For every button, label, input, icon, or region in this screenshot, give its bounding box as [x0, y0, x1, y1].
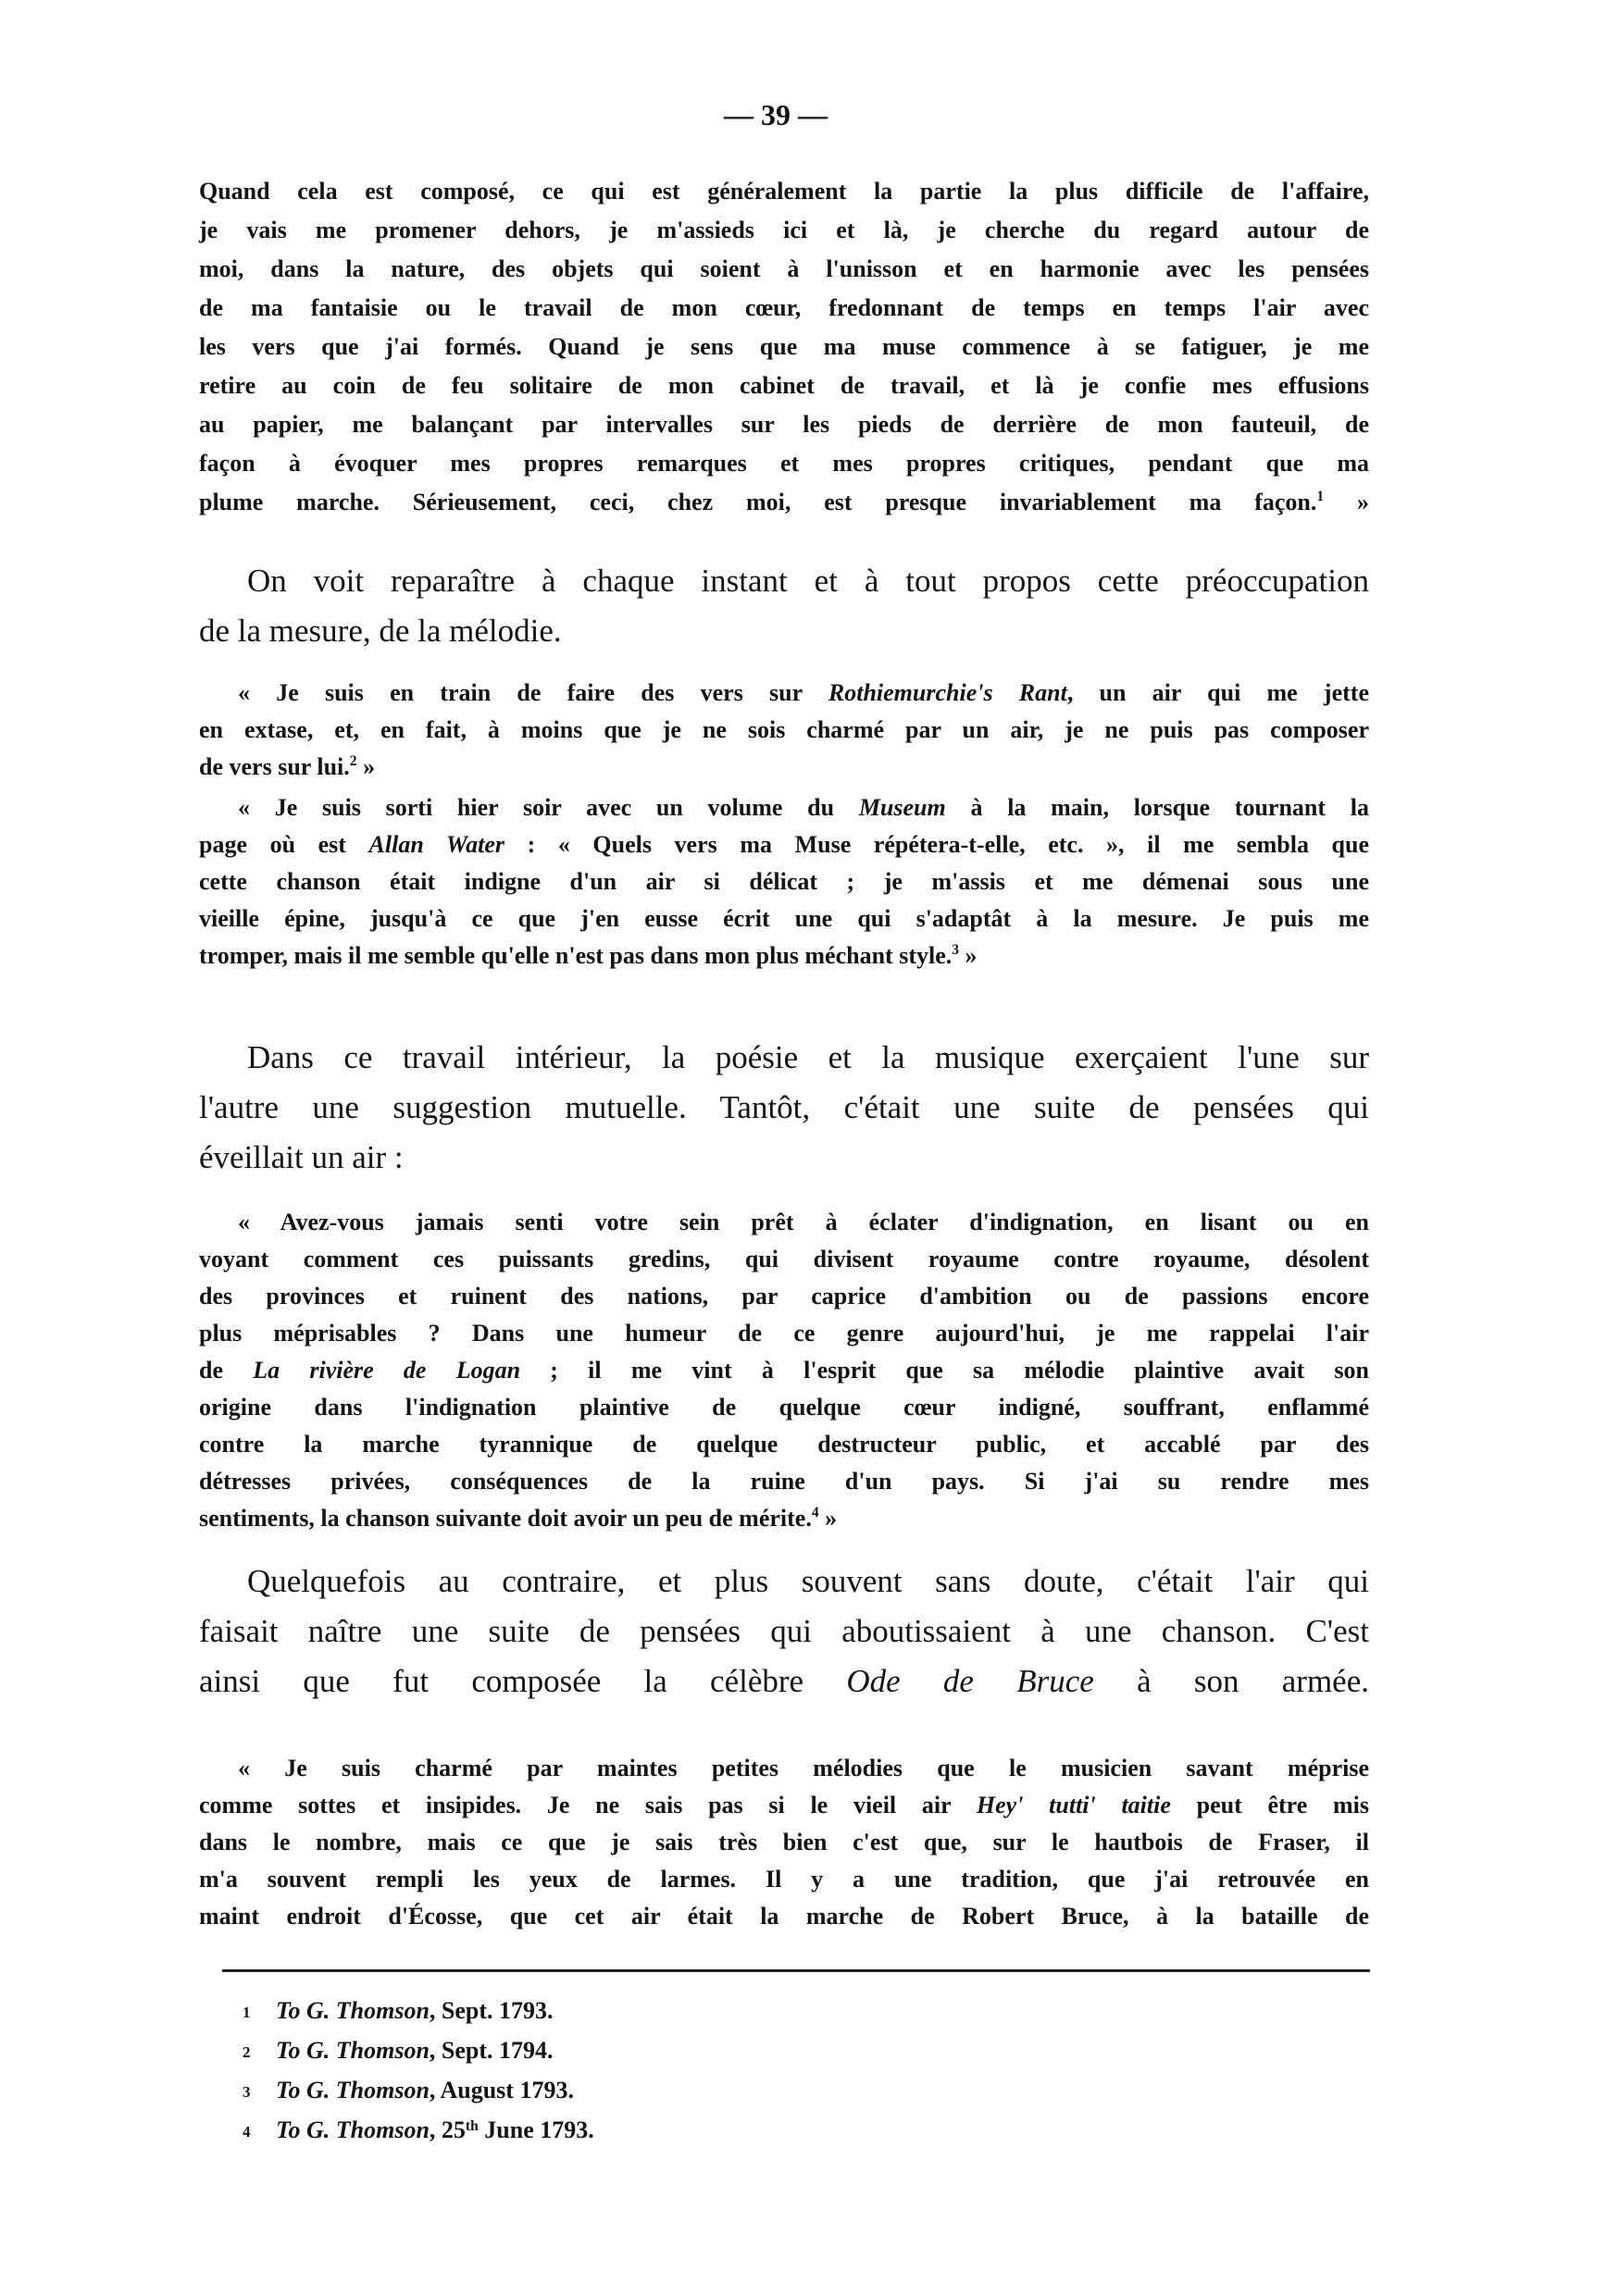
- text-run: « Je suis en train de faire des vers sur: [238, 679, 828, 706]
- text-run: »: [356, 753, 376, 780]
- text-run: à la main, lorsque tournant la: [945, 794, 1369, 821]
- text-run: « Je suis charmé par maintes petites mélodies que le musicien savant méprise: [238, 1755, 1369, 1781]
- text-line: [199, 606, 1369, 656]
- text-run: ainsi que fut composée la célèbre: [199, 1663, 847, 1699]
- text-run: éveillait un air :: [199, 1139, 404, 1175]
- footnote-number: 4: [243, 2123, 251, 2141]
- text-run: peut être mis: [1170, 1792, 1370, 1818]
- page-number: — 39 —: [724, 98, 828, 131]
- text-line: [199, 1352, 1369, 1389]
- text-run: »: [818, 1505, 838, 1532]
- text-run: , un air qui me jette: [1066, 679, 1369, 706]
- text-run: des provinces et ruinent des nations, par caprice d'ambition ou de passions encore: [199, 1283, 1369, 1309]
- body-paragraph: [199, 1033, 1369, 1183]
- text-run: , Sept. 1794.: [429, 2037, 554, 2064]
- text-run: de la mesure, de la mélodie.: [199, 613, 562, 649]
- text-line: [199, 1389, 1369, 1426]
- text-line: [199, 1750, 1369, 1787]
- text-line: [199, 1278, 1369, 1315]
- text-line: [199, 1607, 1369, 1657]
- text-line: [199, 1500, 1369, 1537]
- italic-title: To G. Thomson: [276, 2077, 430, 2104]
- quoted-letter: [199, 1750, 1369, 1935]
- italic-title: Rothiemurchie's Rant: [828, 679, 1067, 706]
- footnote: [243, 1991, 594, 2030]
- text-run: de vers sur lui.: [199, 753, 350, 780]
- text-line: [199, 444, 1369, 483]
- text-line: [199, 937, 1369, 974]
- footnote: [243, 2070, 594, 2110]
- text-run: l'autre une suggestion mutuelle. Tantôt, c'était une suite de pensées qui: [199, 1089, 1369, 1125]
- text-run: faisait naître une suite de pensées qui aboutissaient à une chanson. C'est: [199, 1613, 1369, 1649]
- text-line: [199, 250, 1369, 289]
- text-line: [199, 172, 1369, 211]
- text-run: je vais me promener dehors, je m'assieds ici et là, je cherche du regard autour de: [199, 217, 1369, 243]
- footnote-number: 3: [243, 2083, 251, 2101]
- text-run: , Sept. 1793.: [429, 1997, 554, 2024]
- footnotes: [243, 1991, 594, 2150]
- text-run: ; il me vint à l'esprit que sa mélodie plaintive avait son: [520, 1357, 1370, 1384]
- text-run: plume marche. Sérieusement, ceci, chez moi, est presque invariablement ma façon.: [199, 489, 1317, 515]
- text-run: On voit reparaître à chaque instant et à tout propos cette préoccupation: [247, 563, 1369, 599]
- text-run: vieille épine, jusqu'à ce que j'en eusse écrit une qui s'adaptât à la mesure. Je puis me: [199, 905, 1369, 932]
- text-run: moi, dans la nature, des objets qui soient à l'unisson et en harmonie avec les pensées: [199, 255, 1369, 282]
- italic-title: Allan Water: [368, 831, 504, 858]
- italic-title: Museum: [858, 794, 946, 821]
- text-run: page où est: [199, 831, 369, 858]
- text-line: [199, 1204, 1369, 1241]
- italic-title: To G. Thomson: [276, 2037, 430, 2064]
- text-line: [199, 826, 1369, 863]
- italic-title: La rivière de Logan: [253, 1357, 521, 1384]
- quoted-continuation: [199, 172, 1369, 522]
- text-line: [199, 789, 1369, 826]
- text-line: [199, 211, 1369, 250]
- text-run: maint endroit d'Écosse, que cet air était la marche de Robert Bruce, à la bataille de: [199, 1903, 1369, 1930]
- text-run: « Je suis sorti hier soir avec un volume du: [238, 794, 859, 821]
- quoted-letter: [199, 789, 1369, 974]
- body-paragraph: [199, 1557, 1369, 1706]
- quoted-letter: [199, 675, 1369, 786]
- text-run: tromper, mais il me semble qu'elle n'est pas dans mon plus méchant style.: [199, 942, 953, 969]
- text-run: »: [1324, 489, 1369, 515]
- text-run: origine dans l'indignation plaintive de quelque cœur indigné, souffrant, enflammé: [199, 1394, 1369, 1421]
- text-line: [199, 712, 1369, 749]
- text-run: détresses privées, conséquences de la ruine d'un pays. Si j'ai su rendre mes: [199, 1468, 1369, 1495]
- text-line: [199, 556, 1369, 606]
- text-line: [199, 1657, 1369, 1706]
- text-run: Quand cela est composé, ce qui est généralement la partie la plus difficile de l'affaire,: [199, 178, 1369, 205]
- text-line: [199, 328, 1369, 366]
- text-line: [199, 1898, 1369, 1935]
- text-line: [199, 1787, 1369, 1824]
- text-run: de: [199, 1357, 254, 1384]
- text-run: Dans ce travail intérieur, la poésie et la musique exerçaient l'une sur: [247, 1039, 1369, 1075]
- text-line: [199, 1463, 1369, 1500]
- text-line: [199, 289, 1369, 328]
- text-line: [199, 1033, 1369, 1083]
- footnote-divider: [222, 1969, 1370, 1972]
- text-run: June 1793.: [478, 2116, 594, 2143]
- text-run: contre la marche tyrannique de quelque destructeur public, et accablé par des: [199, 1431, 1369, 1458]
- text-line: [199, 900, 1369, 937]
- footnote-number: 2: [243, 2043, 251, 2061]
- footnote: [243, 2030, 594, 2070]
- text-run: à son armée.: [1093, 1663, 1370, 1699]
- text-line: [199, 675, 1369, 712]
- text-run: de ma fantaisie ou le travail de mon cœur, fredonnant de temps en temps l'air avec: [199, 294, 1369, 321]
- footnote-ref: th: [465, 2118, 479, 2134]
- text-line: [199, 863, 1369, 900]
- text-run: comme sottes et insipides. Je ne sais pas si le vieil air: [199, 1792, 977, 1818]
- text-run: plus méprisables ? Dans une humeur de ce genre aujourd'hui, je me rappelai l'air: [199, 1320, 1369, 1347]
- italic-title: To G. Thomson: [276, 1997, 430, 2024]
- text-line: [199, 749, 1369, 786]
- text-line: [199, 483, 1369, 522]
- text-line: [199, 1241, 1369, 1278]
- text-run: voyant comment ces puissants gredins, qui divisent royaume contre royaume, désolent: [199, 1246, 1369, 1272]
- text-run: : « Quels vers ma Muse répétera-t-elle, etc. », il me sembla que: [504, 831, 1369, 858]
- text-run: , 25: [429, 2116, 466, 2143]
- text-run: sentiments, la chanson suivante doit avoir un peu de mérite.: [199, 1505, 812, 1532]
- text-run: dans le nombre, mais ce que je sais très bien c'est que, sur le hautbois de Fraser, il: [199, 1829, 1369, 1855]
- text-line: [199, 366, 1369, 405]
- text-line: [199, 1557, 1369, 1607]
- text-run: les vers que j'ai formés. Quand je sens que ma muse commence à se fatiguer, je me: [199, 333, 1369, 360]
- italic-title: To G. Thomson: [276, 2116, 430, 2143]
- body-paragraph: [199, 556, 1369, 656]
- text-run: façon à évoquer mes propres remarques et mes propres critiques, pendant que ma: [199, 450, 1369, 477]
- footnote-ref: 3: [952, 942, 960, 958]
- text-line: [199, 1315, 1369, 1352]
- text-run: Quelquefois au contraire, et plus souvent sans doute, c'était l'air qui: [247, 1563, 1369, 1599]
- text-run: cette chanson était indigne d'un air si délicat ; je m'assis et me démenai sous une: [199, 868, 1369, 895]
- text-run: « Avez-vous jamais senti votre sein prêt à éclater d'indignation, en lisant ou en: [238, 1209, 1369, 1235]
- text-run: , August 1793.: [429, 2077, 574, 2104]
- text-line: [199, 405, 1369, 444]
- footnote-number: 1: [243, 2004, 251, 2021]
- text-line: [199, 1824, 1369, 1861]
- text-run: retire au coin de feu solitaire de mon cabinet de travail, et là je confie mes effusions: [199, 372, 1369, 399]
- footnote: [243, 2110, 594, 2150]
- text-line: [199, 1861, 1369, 1898]
- text-run: au papier, me balançant par intervalles sur les pieds de derrière de mon fauteuil, de: [199, 411, 1369, 438]
- quoted-letter: [199, 1204, 1369, 1537]
- footnote-ref: 4: [811, 1505, 819, 1520]
- text-line: [199, 1426, 1369, 1463]
- text-run: »: [959, 942, 978, 969]
- footnote-ref: 1: [1316, 489, 1325, 504]
- text-run: m'a souvent rempli les yeux de larmes. Il y a une tradition, que j'ai retrouvée en: [199, 1866, 1369, 1893]
- footnote-ref: 2: [349, 753, 357, 769]
- italic-title: Hey' tutti' taitie: [976, 1792, 1171, 1818]
- text-run: en extase, et, en fait, à moins que je ne sois charmé par un air, je ne puis pas composer: [199, 716, 1369, 743]
- italic-title: Ode de Bruce: [846, 1663, 1094, 1699]
- text-line: [199, 1083, 1369, 1133]
- text-line: [199, 1133, 1369, 1183]
